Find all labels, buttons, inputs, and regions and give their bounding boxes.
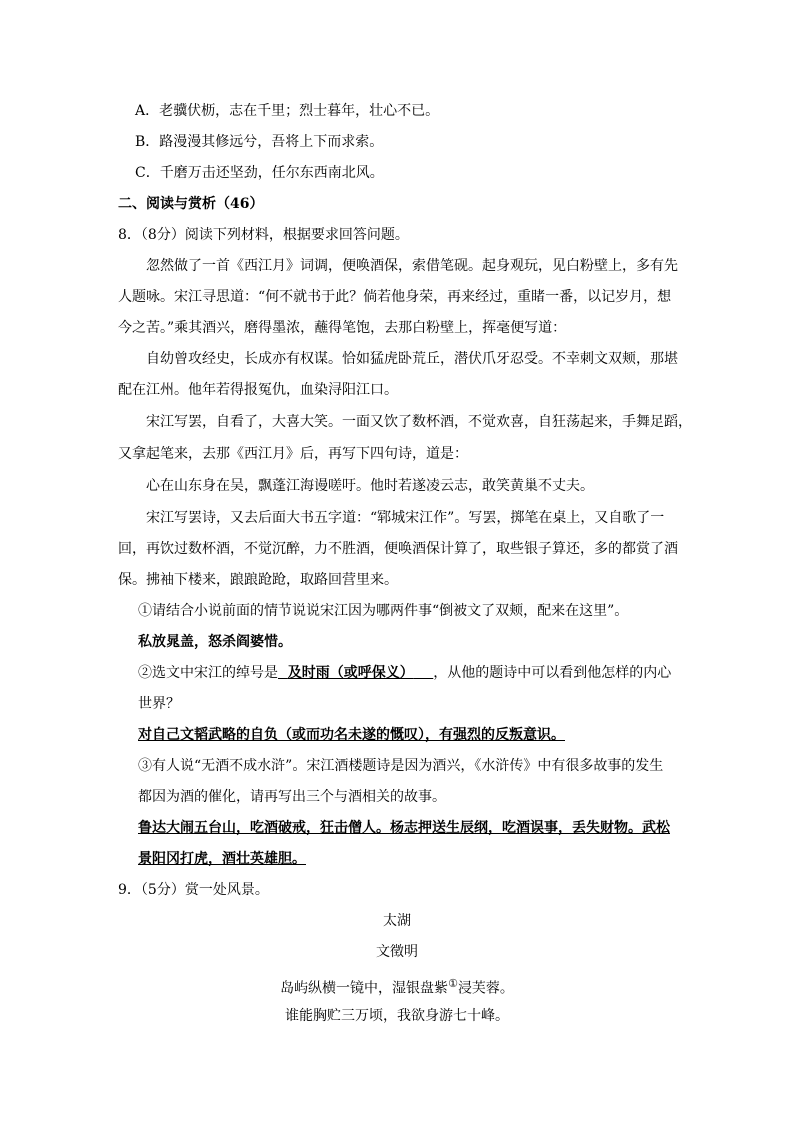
passage-line: 心在山东身在吴，飘蓬江海谩嗟吁。他时若遂凌云志，敢笑黄巢不丈夫。 xyxy=(146,478,594,494)
poem-title: 太湖 xyxy=(383,913,411,929)
sub-question-2-pre: ②选文中宋江的绰号是 xyxy=(138,665,278,681)
passage-line: 忽然做了一首《西江月》词调，便唤酒保，索借笔砚。起身观玩，见白粉壁上，多有先 xyxy=(146,258,678,274)
sub-question-3-cont: 都因为酒的催化，请再写出三个与酒相关的故事。 xyxy=(138,789,446,805)
option-c: C．千磨万击还坚劲，任尔东西南北风。 xyxy=(135,165,384,181)
sub-question-2 xyxy=(138,663,671,683)
sub-answer-2: 对自己文韬武略的自负（或而功名未遂的慨叹），有强烈的反叛意识。 xyxy=(138,727,565,743)
passage-line: 回，再饮过数杯酒，不觉沉醉，力不胜酒，便唤酒保计算了，取些银子算还，多的都赏了酒 xyxy=(118,541,678,557)
passage-line: 人题咏。宋江寻思道：“何不就书于此？倘若他身荣，再来经过，重睹一番，以记岁月，想 xyxy=(118,289,672,305)
question-9-stem: 9．（5分）赏一处风景。 xyxy=(118,882,269,898)
passage-line: 保。拂袖下楼来，踉踉跄跄，取路回营里来。 xyxy=(118,572,398,588)
poem-line-1-pre: 岛屿纵横一镜中，湿银盘紫 xyxy=(280,980,449,997)
poem-line: 谁能胸贮三万顷，我欲身游七十峰。 xyxy=(285,1008,509,1024)
sub-answer-1: 私放晁盖，怒杀阎婆惜。 xyxy=(138,634,292,650)
passage-line: 宋江写罢，自看了，大喜大笑。一面又饮了数杯酒，不觉欢喜，自狂荡起来，手舞足蹈， xyxy=(146,414,692,430)
passage-line: 宋江写罢诗，又去后面大书五字道：“郓城宋江作”。写罢，掷笔在桌上，又自歌了一 xyxy=(146,510,665,526)
sub-question-2-cont: 世界？ xyxy=(138,696,180,712)
question-8-stem: 8．（8分）阅读下列材料，根据要求回答问题。 xyxy=(118,227,409,243)
option-b: B．路漫漫其修远兮，吾将上下而求索。 xyxy=(135,134,384,150)
passage-line: 今之苦。”乘其酒兴，磨得墨浓，蘸得笔饱，去那白粉壁上，挥毫便写道： xyxy=(118,320,567,336)
option-a: A．老骥伏枥，志在千里；烈士暮年，壮心不已。 xyxy=(135,103,440,119)
footnote-marker: ① xyxy=(448,977,458,990)
sub-answer-3: 鲁达大闹五台山，吃酒破戒，狂击僧人。杨志押送生辰纲，吃酒误事，丢失财物。武松 xyxy=(138,820,670,836)
passage-line: 又拿起笔来，去那《西江月》后，再写下四句诗，道是： xyxy=(118,446,468,462)
section-heading: 二、阅读与赏析（46） xyxy=(118,196,264,212)
passage-line: 配在江州。他年若得报冤仇，血染浔阳江口。 xyxy=(118,382,398,398)
sub-question-3: ③有人说“无酒不成水浒”。宋江酒楼题诗是因为酒兴，《水浒传》中有很多故事的发生 xyxy=(138,758,664,774)
passage-line: 自幼曾攻经史，长成亦有权谋。恰如猛虎卧荒丘，潜伏爪牙忍受。不幸刺文双颊，那堪 xyxy=(146,351,678,367)
poem-line-1-post: 浸芙蓉。 xyxy=(457,980,514,997)
answer-blank: 及时雨（或呼保义） xyxy=(287,665,414,681)
sub-answer-3-cont: 景阳冈打虎，酒壮英雄胆。 xyxy=(138,851,306,867)
poem-line xyxy=(0,974,794,999)
poem-author: 文徵明 xyxy=(376,944,418,960)
sub-question-1: ①请结合小说前面的情节说说宋江因为哪两件事“倒被文了双颊，配来在这里”。 xyxy=(138,603,629,619)
sub-question-2-post: ，从他的题诗中可以看到他怎样的内心 xyxy=(433,665,672,681)
